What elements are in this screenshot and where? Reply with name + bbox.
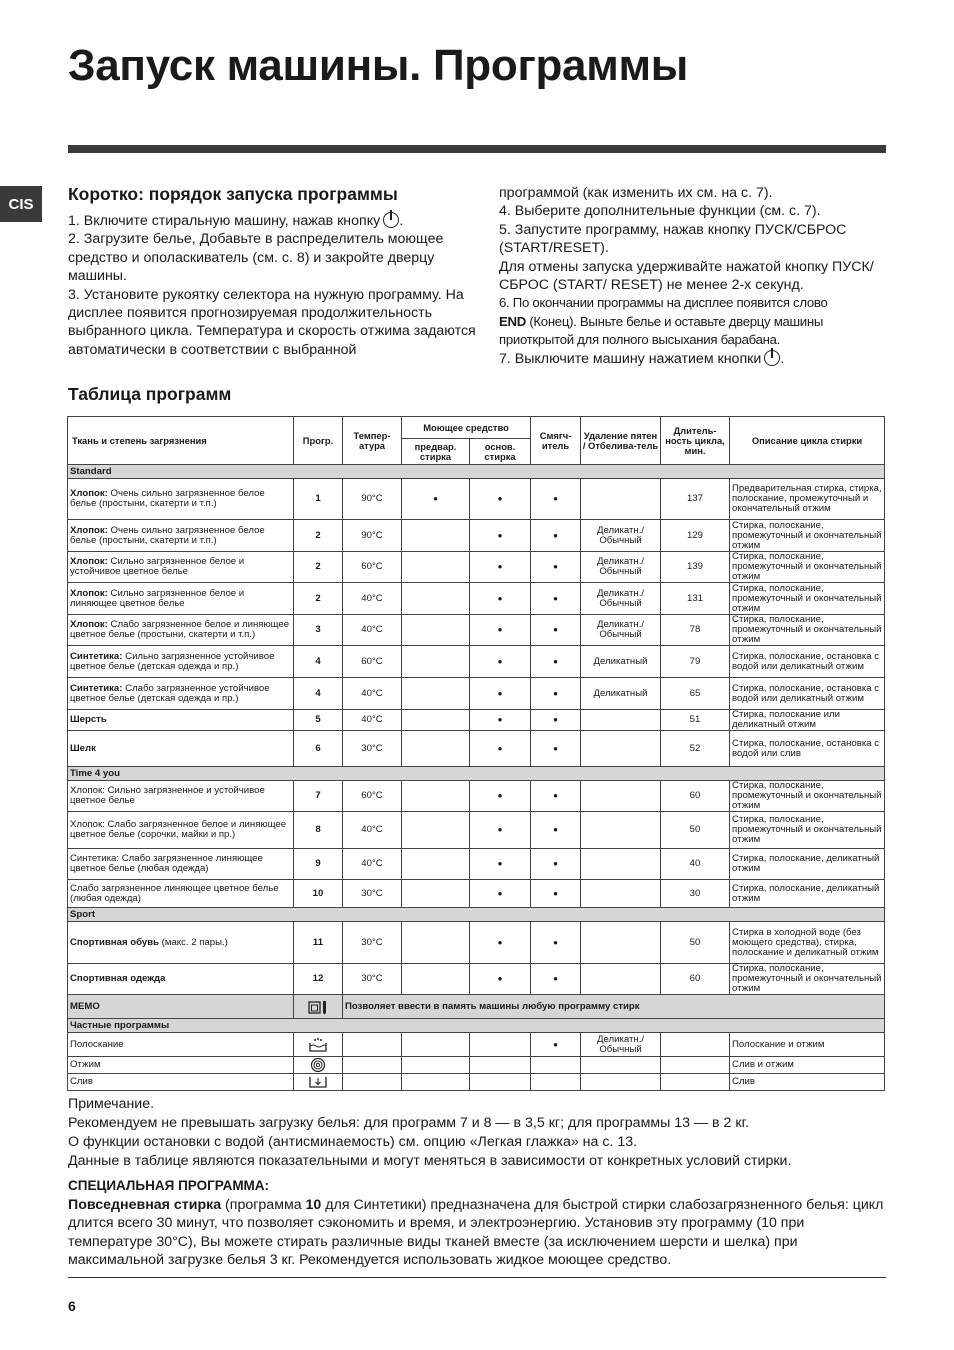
program-number: 7 [294, 781, 343, 812]
fabric-description: Сильно загрязненное устойчивое цветное белье (детская одежда и пр.) [70, 650, 275, 672]
stain-removal: Деликатн./ Обычный [581, 520, 661, 552]
table-row [68, 812, 885, 849]
table-row [68, 964, 885, 995]
duration: 60 [661, 964, 730, 995]
fabric-description: Сильно загрязненное белое и линяющее цветное белье [70, 587, 245, 609]
special-text-b: для Синтетики) предназначена для быстрой стирки слабозагрязненного белья: цикл длится всего 30 минут, что позволяет сэкономить и время, и электроэнергию. Установив эту программу (10 при температуре 30°C), Вы можете стирать различные виды тканей вместе (за исключением шерсти и шелка) при максимальной загрузке белья 3 кг. Рекомендуется использовать жидкое моющее средство. [68, 1197, 884, 1269]
mainwash-mark: • [470, 615, 531, 646]
table-row [68, 479, 885, 520]
header-temperature: Темпер-атура [343, 417, 402, 465]
program-number: 1 [294, 479, 343, 520]
temperature: 30°C [343, 731, 402, 767]
prewash-mark [402, 880, 470, 908]
section-name: Частные программы [68, 1019, 885, 1033]
softener-mark: • [531, 1033, 581, 1057]
stain-removal: Деликатн./ Обычный [581, 1033, 661, 1057]
stain-removal [581, 964, 661, 995]
cycle-description: Предварительная стирка, стирка, полоскание, промежуточный и окончательный отжим [730, 479, 885, 520]
fabric-type: Хлопок: [70, 556, 108, 567]
prewash-mark [402, 646, 470, 678]
softener-mark: • [531, 646, 581, 678]
softener-mark: • [531, 849, 581, 880]
mainwash-mark [470, 1033, 531, 1057]
fabric-cell [68, 646, 294, 678]
page-title: Запуск машины. Программы [68, 41, 688, 90]
memo-text: Позволяет ввести в память машины любую программу стирк [343, 995, 885, 1019]
program-number: 2 [294, 520, 343, 552]
table-row [68, 849, 885, 880]
cycle-description: Стирка, полоскание или деликатный отжим [730, 710, 885, 731]
power-icon [764, 350, 780, 366]
quick-start-heading: Коротко: порядок запуска программы [68, 184, 398, 204]
step-7 [499, 350, 894, 368]
cycle-description: Стирка в холодной воде (без моющего средства), стирка, полоскание и деликатный отжим [730, 922, 885, 964]
duration [661, 1057, 730, 1074]
cycle-description: Стирка, полоскание, остановка с водой или слив [730, 731, 885, 767]
cycle-description: Стирка, полоскание, промежуточный и окончательный отжим [730, 583, 885, 615]
softener-mark: • [531, 520, 581, 552]
fabric-type: Спортивная обувь [70, 936, 159, 948]
section-name: Time 4 you [68, 767, 885, 781]
temperature: 60°C [343, 552, 402, 583]
step-3: 3. Установите рукоятку селектора на нужную программу. На дисплее появится прогнозируемая продолжительность выбранного цикла. Температура и скорость отжима задаются автоматически в соответствии с выбранной [68, 286, 476, 358]
mainwash-mark: • [470, 964, 531, 995]
softener-mark: • [531, 812, 581, 849]
step-6-text: 6. По окончании программы на дисплее появится слово [499, 295, 828, 311]
mainwash-mark: • [470, 583, 531, 615]
duration: 30 [661, 880, 730, 908]
table-row [68, 922, 885, 964]
temperature: 30°C [343, 880, 402, 908]
fabric-cell [68, 552, 294, 583]
table-row [68, 646, 885, 678]
fabric-cell [68, 812, 294, 849]
stain-removal: Деликатный [581, 646, 661, 678]
language-tab: CIS [0, 186, 42, 222]
stain-removal [581, 1074, 661, 1091]
header-softener: Смягч-итель [531, 417, 581, 465]
fabric-description: Хлопок: Слабо загрязненное белое и линяющее цветное белье (сорочки, майки и пр.) [70, 819, 287, 840]
mainwash-mark: • [470, 646, 531, 678]
cycle-description: Стирка, полоскание, промежуточный и окончательный отжим [730, 812, 885, 849]
memo-label: MEMO [68, 995, 294, 1019]
section-name: Sport [68, 908, 885, 922]
header-fabric: Ткань и степень загрязнения [68, 417, 294, 465]
temperature: 90°C [343, 479, 402, 520]
stain-removal [581, 710, 661, 731]
mainwash-mark [470, 1057, 531, 1074]
program-table-heading: Таблица программ [68, 384, 232, 404]
header-detergent: Моющее средство [402, 417, 531, 439]
mainwash-mark: • [470, 781, 531, 812]
step-4: 4. Выберите дополнительные функции (см. с. 7). [499, 203, 821, 220]
program-number: 12 [294, 964, 343, 995]
program-number: 10 [294, 880, 343, 908]
header-stain: Удаление пятен / Отбелива-тель [581, 417, 661, 465]
cancel-note: Для отмены запуска удерживайте нажатой кнопку ПУСК/СБРОС (START/ RESET) не менее 2-х секунд. [499, 258, 874, 294]
header-duration: Длитель-ность цикла, мин. [661, 417, 730, 465]
softener-mark: • [531, 964, 581, 995]
fabric-cell [68, 964, 294, 995]
prewash-mark [402, 1033, 470, 1057]
memo-row [68, 995, 885, 1019]
fabric-description: Слабо загрязненное белое и линяющее цветное белье (простыни, скатерти и т.п.) [70, 619, 290, 640]
stain-removal: Деликатн./ Обычный [581, 583, 661, 615]
prewash-mark [402, 1057, 470, 1074]
step-6 [499, 294, 894, 349]
fabric-description: Синтетика: Слабо загрязненное линяющее цветное белье (любая одежда) [70, 853, 263, 874]
table-row [68, 880, 885, 908]
fabric-cell: Полоскание [68, 1033, 294, 1057]
prewash-mark [402, 520, 470, 552]
fabric-type: Спортивная одежда [70, 973, 166, 984]
program-number: 2 [294, 583, 343, 615]
duration [661, 1074, 730, 1091]
temperature [343, 1074, 402, 1091]
program-table-body [68, 465, 885, 1091]
table-row [68, 1074, 885, 1091]
rinse-icon [294, 1033, 343, 1057]
fabric-type: Синтетика: [70, 650, 123, 662]
cycle-description: Стирка, полоскание, деликатный отжим [730, 849, 885, 880]
prewash-mark [402, 710, 470, 731]
quick-start-right-column [499, 184, 894, 368]
fabric-cell [68, 731, 294, 767]
softener-mark: • [531, 731, 581, 767]
prewash-mark [402, 922, 470, 964]
fabric-cell [68, 710, 294, 731]
fabric-cell [68, 880, 294, 908]
special-text-a: (программа [221, 1197, 306, 1213]
section-name: Standard [68, 465, 885, 479]
temperature [343, 1033, 402, 1057]
mainwash-mark: • [470, 520, 531, 552]
duration: 50 [661, 922, 730, 964]
fabric-description: Слабо загрязненное устойчивое цветное белье (детская одежда и пр.) [70, 682, 270, 704]
table-row [68, 731, 885, 767]
duration: 131 [661, 583, 730, 615]
step-7-text: 7. Выключите машину нажатием кнопки [499, 350, 762, 367]
header-prewash: предвар. стирка [402, 439, 470, 465]
fabric-cell [68, 520, 294, 552]
end-word: END [499, 313, 526, 329]
fabric-cell [68, 849, 294, 880]
fabric-description: (макс. 2 пары.) [159, 936, 228, 948]
cycle-description: Стирка, полоскание, промежуточный и окончательный отжим [730, 615, 885, 646]
page-number: 6 [68, 1298, 76, 1314]
stain-removal [581, 479, 661, 520]
prewash-mark [402, 731, 470, 767]
prewash-mark: • [402, 479, 470, 520]
softener-mark: • [531, 781, 581, 812]
program-number: 3 [294, 615, 343, 646]
fabric-cell [68, 781, 294, 812]
program-number: 11 [294, 922, 343, 964]
stain-removal [581, 880, 661, 908]
mainwash-mark: • [470, 710, 531, 731]
note-load: Рекомендуем не превышать загрузку белья: для программ 7 и 8 — в 3,5 кг; для программы 13 — в 2 кг. [68, 1115, 749, 1131]
prewash-mark [402, 583, 470, 615]
prewash-mark [402, 552, 470, 583]
header-program: Прогр. [294, 417, 343, 465]
special-program-number: 10 [305, 1197, 322, 1213]
prewash-mark [402, 615, 470, 646]
duration: 78 [661, 615, 730, 646]
step-2: 2. Загрузите белье, Добавьте в распределитель моющее средство и ополаскиватель (см. с. 8) и закройте дверцу машины. [68, 231, 444, 285]
cycle-description: Стирка, полоскание, остановка с водой или деликатный отжим [730, 678, 885, 710]
table-row [68, 678, 885, 710]
cycle-description: Стирка, полоскание, промежуточный и окончательный отжим [730, 781, 885, 812]
mainwash-mark [470, 1074, 531, 1091]
prewash-mark [402, 678, 470, 710]
temperature: 40°C [343, 812, 402, 849]
duration: 137 [661, 479, 730, 520]
step-1 [68, 212, 488, 230]
table-row [68, 615, 885, 646]
mainwash-mark: • [470, 678, 531, 710]
mainwash-mark: • [470, 552, 531, 583]
prewash-mark [402, 812, 470, 849]
softener-mark: • [531, 479, 581, 520]
duration: 129 [661, 520, 730, 552]
note-title: Примечание. [68, 1096, 155, 1112]
stain-removal [581, 922, 661, 964]
prewash-mark [402, 781, 470, 812]
step-5: 5. Запустите программу, нажав кнопку ПУСК/СБРОС (START/RESET). [499, 221, 847, 257]
mainwash-mark: • [470, 849, 531, 880]
softener-mark: • [531, 710, 581, 731]
softener-mark: • [531, 678, 581, 710]
cycle-description: Полоскание и отжим [730, 1033, 885, 1057]
stain-removal: Деликатный [581, 678, 661, 710]
fabric-type: Хлопок: [70, 524, 108, 536]
softener-mark: • [531, 922, 581, 964]
stain-removal [581, 849, 661, 880]
step-6-text-rest: (Конец). Выньте белье и оставьте дверцу машины приоткрытой для полного высыхания барабана. [499, 313, 824, 348]
cycle-description: Стирка, полоскание, промежуточный и окончательный отжим [730, 964, 885, 995]
fabric-cell [68, 615, 294, 646]
note-indicative: Данные в таблице являются показательными и могут меняться в зависимости от конкретных условий стирки. [68, 1153, 792, 1169]
fabric-description: Сильно загрязненное белое и устойчивое цветное белье [70, 556, 245, 577]
temperature [343, 1057, 402, 1074]
fabric-type: Шелк [70, 742, 96, 754]
duration: 139 [661, 552, 730, 583]
special-program-heading: СПЕЦИАЛЬНАЯ ПРОГРАММА: [68, 1178, 270, 1193]
fabric-type: Хлопок: [70, 619, 108, 630]
temperature: 60°C [343, 646, 402, 678]
fabric-type: Хлопок: [70, 488, 108, 499]
fabric-cell [68, 583, 294, 615]
table-row [68, 781, 885, 812]
duration: 65 [661, 678, 730, 710]
memo-icon [294, 995, 343, 1019]
fabric-description: Слабо загрязненное линяющее цветное белье (любая одежда) [70, 882, 279, 904]
spin-icon [294, 1057, 343, 1074]
mainwash-mark: • [470, 880, 531, 908]
mainwash-mark: • [470, 922, 531, 964]
stain-removal: Деликатн./ Обычный [581, 552, 661, 583]
cycle-description: Стирка, полоскание, промежуточный и окончательный отжим [730, 552, 885, 583]
table-row [68, 520, 885, 552]
program-number: 8 [294, 812, 343, 849]
cycle-description: Слив [730, 1074, 885, 1091]
section-header [68, 908, 885, 922]
duration: 51 [661, 710, 730, 731]
cycle-description: Стирка, полоскание, промежуточный и окончательный отжим [730, 520, 885, 552]
mainwash-mark: • [470, 731, 531, 767]
duration: 40 [661, 849, 730, 880]
section-header [68, 1019, 885, 1033]
header-description: Описание цикла стирки [730, 417, 885, 465]
special-lead: Повседневная стирка [68, 1197, 222, 1213]
section-header [68, 767, 885, 781]
temperature: 30°C [343, 964, 402, 995]
fabric-type: Синтетика: [70, 682, 123, 694]
temperature: 40°C [343, 615, 402, 646]
step-3-continued: программой (как изменить их см. на с. 7). [499, 185, 773, 201]
softener-mark: • [531, 552, 581, 583]
fabric-cell [68, 922, 294, 964]
table-row [68, 1033, 885, 1057]
duration: 50 [661, 812, 730, 849]
table-row [68, 710, 885, 731]
temperature: 40°C [343, 678, 402, 710]
cycle-description: Стирка, полоскание, остановка с водой или деликатный отжим [730, 646, 885, 678]
softener-mark: • [531, 880, 581, 908]
softener-mark [531, 1057, 581, 1074]
program-number: 9 [294, 849, 343, 880]
temperature: 40°C [343, 849, 402, 880]
program-number: 6 [294, 731, 343, 767]
duration: 79 [661, 646, 730, 678]
duration: 60 [661, 781, 730, 812]
fabric-cell [68, 678, 294, 710]
fabric-description: Хлопок: Сильно загрязненное и устойчивое цветное белье [70, 785, 265, 806]
temperature: 40°C [343, 710, 402, 731]
fabric-cell: Слив [68, 1074, 294, 1091]
note-anticrease: О функции остановки с водой (антисминаемость) см. опцию «Легкая глажка» на с. 13. [68, 1134, 638, 1150]
temperature: 60°C [343, 781, 402, 812]
temperature: 90°C [343, 520, 402, 552]
stain-removal [581, 781, 661, 812]
mainwash-mark: • [470, 812, 531, 849]
stain-removal [581, 731, 661, 767]
fabric-type: Хлопок: [70, 587, 108, 599]
special-program-text [68, 1196, 888, 1270]
program-table [67, 416, 885, 1091]
duration: 52 [661, 731, 730, 767]
program-number: 2 [294, 552, 343, 583]
fabric-type: Шерсть [70, 714, 107, 725]
program-number: 5 [294, 710, 343, 731]
fabric-cell: Отжим [68, 1057, 294, 1074]
stain-removal [581, 812, 661, 849]
program-number: 4 [294, 646, 343, 678]
power-icon [383, 212, 399, 228]
bottom-rule [68, 1277, 886, 1278]
table-row [68, 552, 885, 583]
title-rule [68, 145, 886, 153]
fabric-description: Очень сильно загрязненное белое белье (простыни, скатерти и т.п.) [70, 524, 265, 546]
temperature: 40°C [343, 583, 402, 615]
step-7-end: . [780, 350, 785, 367]
quick-start-left-column [68, 212, 488, 359]
step-1-end: . [399, 213, 404, 229]
softener-mark: • [531, 615, 581, 646]
prewash-mark [402, 964, 470, 995]
table-row [68, 1057, 885, 1074]
prewash-mark [402, 849, 470, 880]
softener-mark [531, 1074, 581, 1091]
fabric-description: Очень сильно загрязненное белое белье (простыни, скатерти и т.п.) [70, 488, 265, 509]
step-1-text: 1. Включите стиральную машину, нажав кнопку [68, 213, 381, 229]
notes [68, 1095, 898, 1171]
table-row [68, 583, 885, 615]
drain-icon [294, 1074, 343, 1091]
cycle-description: Стирка, полоскание, деликатный отжим [730, 880, 885, 908]
fabric-cell [68, 479, 294, 520]
temperature: 30°C [343, 922, 402, 964]
header-mainwash: основ. стирка [470, 439, 531, 465]
program-number: 4 [294, 678, 343, 710]
stain-removal: Деликатн./ Обычный [581, 615, 661, 646]
mainwash-mark: • [470, 479, 531, 520]
softener-mark: • [531, 583, 581, 615]
stain-removal [581, 1057, 661, 1074]
duration [661, 1033, 730, 1057]
section-header [68, 465, 885, 479]
prewash-mark [402, 1074, 470, 1091]
cycle-description: Слив и отжим [730, 1057, 885, 1074]
